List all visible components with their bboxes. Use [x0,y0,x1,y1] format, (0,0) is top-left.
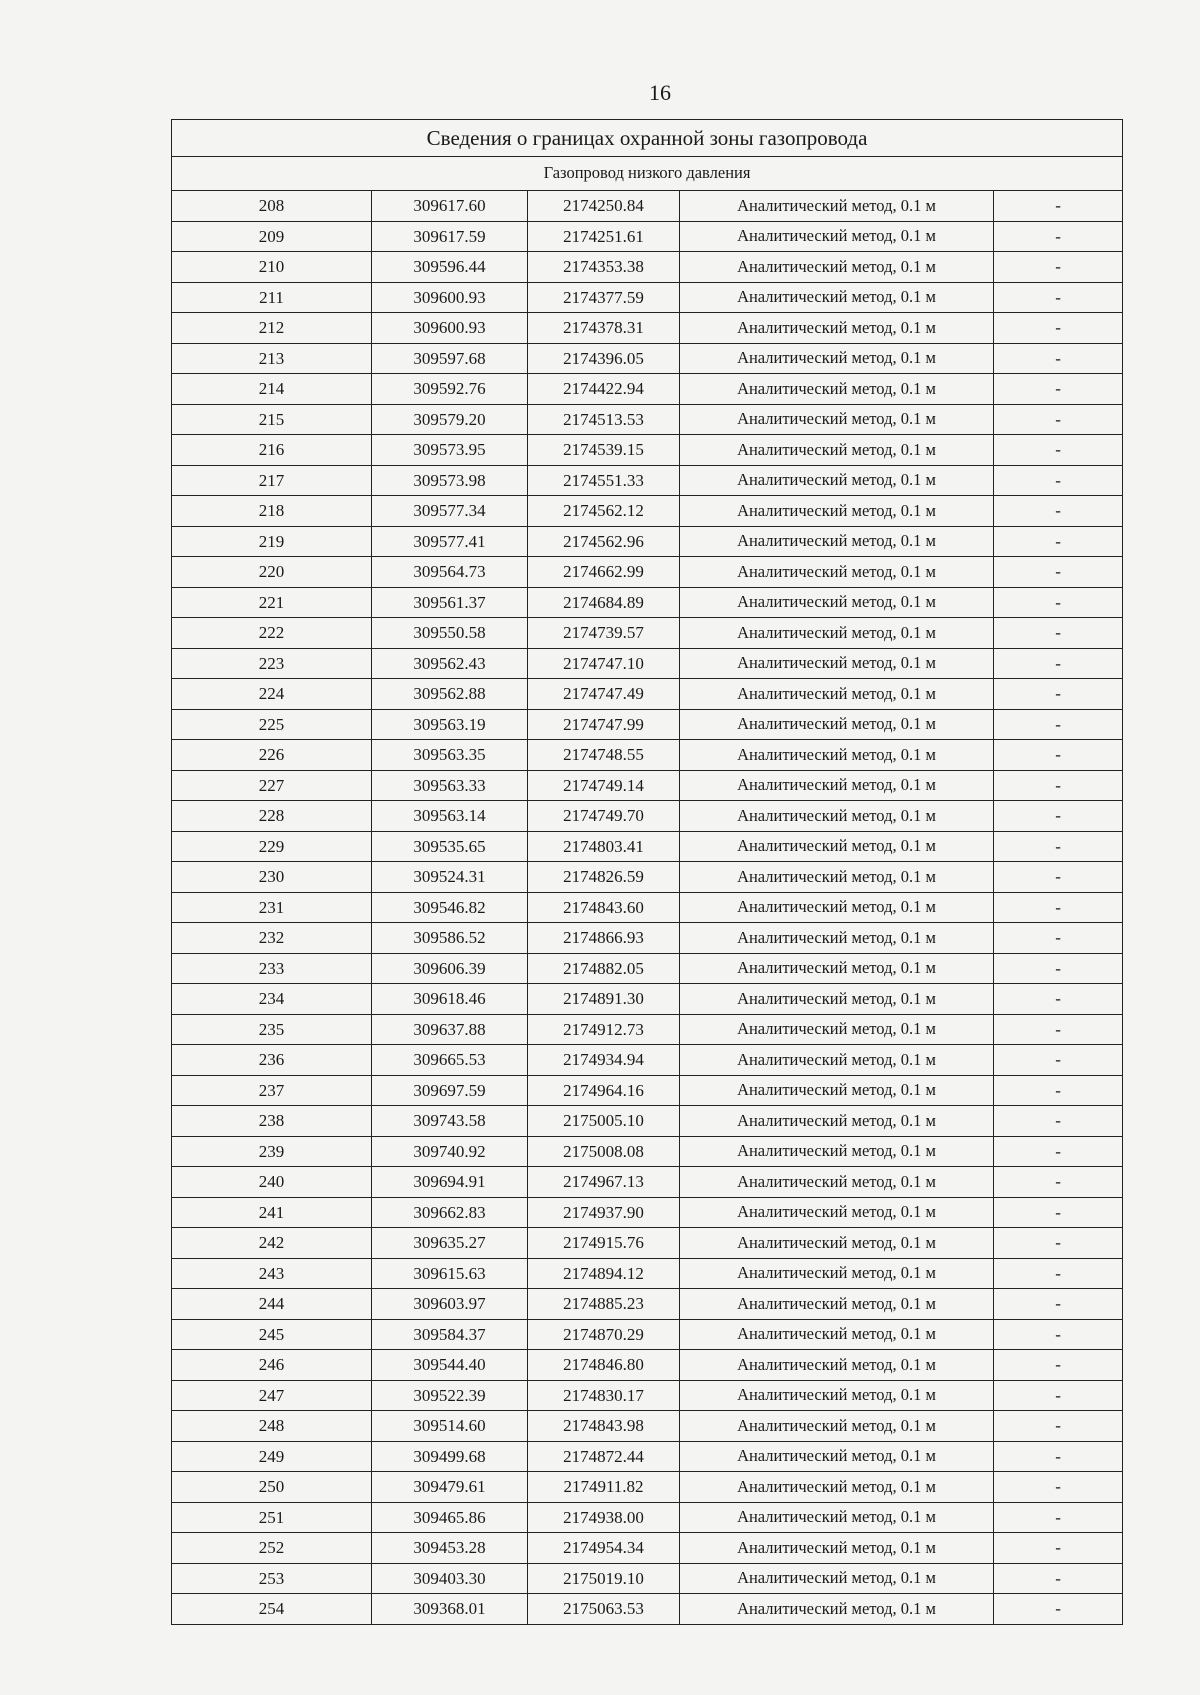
y-coordinate-cell: 2174954.34 [528,1533,680,1564]
x-coordinate-cell: 309694.91 [372,1167,528,1198]
point-number-cell: 218 [172,496,372,527]
protection-zone-table [171,119,1123,1625]
x-coordinate-cell: 309597.68 [372,343,528,374]
table-row [172,313,1123,344]
method-cell: Аналитический метод, 0.1 м [680,1319,994,1350]
y-coordinate-cell: 2174747.99 [528,709,680,740]
table-row [172,557,1123,588]
x-coordinate-cell: 309561.37 [372,587,528,618]
note-cell: - [994,618,1123,649]
y-coordinate-cell: 2174749.70 [528,801,680,832]
table-row [172,435,1123,466]
table-row [172,953,1123,984]
table-row [172,862,1123,893]
table-row [172,892,1123,923]
note-cell: - [994,1228,1123,1259]
method-cell: Аналитический метод, 0.1 м [680,679,994,710]
point-number-cell: 210 [172,252,372,283]
y-coordinate-cell: 2174378.31 [528,313,680,344]
table-title: Сведения о границах охранной зоны газопровода [172,120,1123,157]
note-cell: - [994,435,1123,466]
y-coordinate-cell: 2174912.73 [528,1014,680,1045]
page-number: 16 [649,80,671,105]
note-cell: - [994,1045,1123,1076]
point-number-cell: 223 [172,648,372,679]
y-coordinate-cell: 2174562.12 [528,496,680,527]
table-row [172,770,1123,801]
table-row [172,1319,1123,1350]
table-row [172,801,1123,832]
y-coordinate-cell: 2174422.94 [528,374,680,405]
table-row [172,191,1123,222]
point-number-cell: 220 [172,557,372,588]
y-coordinate-cell: 2174747.49 [528,679,680,710]
method-cell: Аналитический метод, 0.1 м [680,374,994,405]
point-number-cell: 243 [172,1258,372,1289]
x-coordinate-cell: 309563.33 [372,770,528,801]
y-coordinate-cell: 2174377.59 [528,282,680,313]
x-coordinate-cell: 309577.41 [372,526,528,557]
point-number-cell: 219 [172,526,372,557]
point-number-cell: 238 [172,1106,372,1137]
x-coordinate-cell: 309524.31 [372,862,528,893]
point-number-cell: 241 [172,1197,372,1228]
note-cell: - [994,1258,1123,1289]
x-coordinate-cell: 309562.88 [372,679,528,710]
y-coordinate-cell: 2174353.38 [528,252,680,283]
point-number-cell: 215 [172,404,372,435]
x-coordinate-cell: 309637.88 [372,1014,528,1045]
y-coordinate-cell: 2174911.82 [528,1472,680,1503]
y-coordinate-cell: 2174748.55 [528,740,680,771]
method-cell: Аналитический метод, 0.1 м [680,313,994,344]
point-number-cell: 208 [172,191,372,222]
method-cell: Аналитический метод, 0.1 м [680,648,994,679]
y-coordinate-cell: 2174684.89 [528,587,680,618]
x-coordinate-cell: 309563.35 [372,740,528,771]
point-number-cell: 227 [172,770,372,801]
table-row [172,740,1123,771]
x-coordinate-cell: 309592.76 [372,374,528,405]
x-coordinate-cell: 309562.43 [372,648,528,679]
point-number-cell: 216 [172,435,372,466]
method-cell: Аналитический метод, 0.1 м [680,1441,994,1472]
method-cell: Аналитический метод, 0.1 м [680,1502,994,1533]
method-cell: Аналитический метод, 0.1 м [680,618,994,649]
note-cell: - [994,343,1123,374]
x-coordinate-cell: 309535.65 [372,831,528,862]
table-row [172,1289,1123,1320]
y-coordinate-cell: 2175019.10 [528,1563,680,1594]
note-cell: - [994,496,1123,527]
point-number-cell: 242 [172,1228,372,1259]
y-coordinate-cell: 2174513.53 [528,404,680,435]
method-cell: Аналитический метод, 0.1 м [680,252,994,283]
table-row [172,1594,1123,1625]
table-row [172,404,1123,435]
y-coordinate-cell: 2174846.80 [528,1350,680,1381]
point-number-cell: 224 [172,679,372,710]
table-row [172,1045,1123,1076]
table-row [172,1350,1123,1381]
method-cell: Аналитический метод, 0.1 м [680,465,994,496]
note-cell: - [994,709,1123,740]
y-coordinate-cell: 2174739.57 [528,618,680,649]
y-coordinate-cell: 2174662.99 [528,557,680,588]
y-coordinate-cell: 2174250.84 [528,191,680,222]
x-coordinate-cell: 309600.93 [372,282,528,313]
table-subtitle-row [172,157,1123,191]
x-coordinate-cell: 309603.97 [372,1289,528,1320]
note-cell: - [994,526,1123,557]
table-row [172,587,1123,618]
method-cell: Аналитический метод, 0.1 м [680,862,994,893]
y-coordinate-cell: 2174830.17 [528,1380,680,1411]
x-coordinate-cell: 309403.30 [372,1563,528,1594]
x-coordinate-cell: 309563.14 [372,801,528,832]
method-cell: Аналитический метод, 0.1 м [680,191,994,222]
note-cell: - [994,1350,1123,1381]
point-number-cell: 246 [172,1350,372,1381]
method-cell: Аналитический метод, 0.1 м [680,1228,994,1259]
note-cell: - [994,1106,1123,1137]
table-row [172,1075,1123,1106]
point-number-cell: 254 [172,1594,372,1625]
table-subtitle: Газопровод низкого давления [172,157,1123,191]
method-cell: Аналитический метод, 0.1 м [680,1106,994,1137]
y-coordinate-cell: 2174870.29 [528,1319,680,1350]
table-row [172,221,1123,252]
point-number-cell: 236 [172,1045,372,1076]
point-number-cell: 229 [172,831,372,862]
y-coordinate-cell: 2175008.08 [528,1136,680,1167]
y-coordinate-cell: 2174891.30 [528,984,680,1015]
x-coordinate-cell: 309606.39 [372,953,528,984]
table-row [172,618,1123,649]
note-cell: - [994,1533,1123,1564]
y-coordinate-cell: 2174251.61 [528,221,680,252]
point-number-cell: 212 [172,313,372,344]
table-row [172,1533,1123,1564]
method-cell: Аналитический метод, 0.1 м [680,221,994,252]
table-row [172,1228,1123,1259]
point-number-cell: 230 [172,862,372,893]
x-coordinate-cell: 309546.82 [372,892,528,923]
note-cell: - [994,191,1123,222]
note-cell: - [994,465,1123,496]
method-cell: Аналитический метод, 0.1 м [680,404,994,435]
method-cell: Аналитический метод, 0.1 м [680,1197,994,1228]
y-coordinate-cell: 2174396.05 [528,343,680,374]
point-number-cell: 244 [172,1289,372,1320]
note-cell: - [994,1563,1123,1594]
x-coordinate-cell: 309600.93 [372,313,528,344]
y-coordinate-cell: 2174894.12 [528,1258,680,1289]
method-cell: Аналитический метод, 0.1 м [680,740,994,771]
method-cell: Аналитический метод, 0.1 м [680,526,994,557]
x-coordinate-cell: 309573.95 [372,435,528,466]
table-row [172,1136,1123,1167]
method-cell: Аналитический метод, 0.1 м [680,709,994,740]
table-row [172,282,1123,313]
note-cell: - [994,679,1123,710]
x-coordinate-cell: 309499.68 [372,1441,528,1472]
point-number-cell: 245 [172,1319,372,1350]
table-row [172,1502,1123,1533]
y-coordinate-cell: 2174803.41 [528,831,680,862]
x-coordinate-cell: 309635.27 [372,1228,528,1259]
note-cell: - [994,1502,1123,1533]
point-number-cell: 233 [172,953,372,984]
point-number-cell: 252 [172,1533,372,1564]
method-cell: Аналитический метод, 0.1 м [680,1014,994,1045]
x-coordinate-cell: 309743.58 [372,1106,528,1137]
method-cell: Аналитический метод, 0.1 м [680,343,994,374]
note-cell: - [994,1380,1123,1411]
y-coordinate-cell: 2174843.60 [528,892,680,923]
y-coordinate-cell: 2174562.96 [528,526,680,557]
method-cell: Аналитический метод, 0.1 м [680,892,994,923]
y-coordinate-cell: 2174938.00 [528,1502,680,1533]
note-cell: - [994,557,1123,588]
x-coordinate-cell: 309453.28 [372,1533,528,1564]
point-number-cell: 232 [172,923,372,954]
note-cell: - [994,740,1123,771]
table-row [172,1197,1123,1228]
point-number-cell: 211 [172,282,372,313]
method-cell: Аналитический метод, 0.1 м [680,1533,994,1564]
note-cell: - [994,831,1123,862]
x-coordinate-cell: 309564.73 [372,557,528,588]
method-cell: Аналитический метод, 0.1 м [680,282,994,313]
point-number-cell: 240 [172,1167,372,1198]
y-coordinate-cell: 2174749.14 [528,770,680,801]
table-row [172,709,1123,740]
note-cell: - [994,374,1123,405]
note-cell: - [994,923,1123,954]
y-coordinate-cell: 2174915.76 [528,1228,680,1259]
y-coordinate-cell: 2174539.15 [528,435,680,466]
table-row [172,343,1123,374]
point-number-cell: 228 [172,801,372,832]
method-cell: Аналитический метод, 0.1 м [680,923,994,954]
y-coordinate-cell: 2174872.44 [528,1441,680,1472]
y-coordinate-cell: 2174967.13 [528,1167,680,1198]
point-number-cell: 231 [172,892,372,923]
point-number-cell: 209 [172,221,372,252]
method-cell: Аналитический метод, 0.1 м [680,557,994,588]
table-row [172,923,1123,954]
note-cell: - [994,1594,1123,1625]
y-coordinate-cell: 2174551.33 [528,465,680,496]
x-coordinate-cell: 309586.52 [372,923,528,954]
note-cell: - [994,221,1123,252]
note-cell: - [994,953,1123,984]
x-coordinate-cell: 309617.59 [372,221,528,252]
table-row [172,984,1123,1015]
note-cell: - [994,282,1123,313]
note-cell: - [994,648,1123,679]
point-number-cell: 226 [172,740,372,771]
x-coordinate-cell: 309584.37 [372,1319,528,1350]
y-coordinate-cell: 2174826.59 [528,862,680,893]
table-row [172,1472,1123,1503]
y-coordinate-cell: 2174866.93 [528,923,680,954]
protection-zone-table-container [171,119,1122,1625]
x-coordinate-cell: 309573.98 [372,465,528,496]
method-cell: Аналитический метод, 0.1 м [680,831,994,862]
y-coordinate-cell: 2174937.90 [528,1197,680,1228]
note-cell: - [994,1197,1123,1228]
table-row [172,496,1123,527]
point-number-cell: 248 [172,1411,372,1442]
note-cell: - [994,1167,1123,1198]
point-number-cell: 253 [172,1563,372,1594]
x-coordinate-cell: 309596.44 [372,252,528,283]
y-coordinate-cell: 2175005.10 [528,1106,680,1137]
method-cell: Аналитический метод, 0.1 м [680,1258,994,1289]
x-coordinate-cell: 309577.34 [372,496,528,527]
point-number-cell: 217 [172,465,372,496]
table-row [172,831,1123,862]
x-coordinate-cell: 309665.53 [372,1045,528,1076]
x-coordinate-cell: 309697.59 [372,1075,528,1106]
note-cell: - [994,770,1123,801]
table-row [172,1106,1123,1137]
x-coordinate-cell: 309615.63 [372,1258,528,1289]
x-coordinate-cell: 309662.83 [372,1197,528,1228]
note-cell: - [994,1289,1123,1320]
method-cell: Аналитический метод, 0.1 м [680,1136,994,1167]
x-coordinate-cell: 309368.01 [372,1594,528,1625]
point-number-cell: 214 [172,374,372,405]
method-cell: Аналитический метод, 0.1 м [680,1411,994,1442]
method-cell: Аналитический метод, 0.1 м [680,1594,994,1625]
table-row [172,1441,1123,1472]
table-title-row [172,120,1123,157]
method-cell: Аналитический метод, 0.1 м [680,496,994,527]
point-number-cell: 222 [172,618,372,649]
note-cell: - [994,313,1123,344]
x-coordinate-cell: 309544.40 [372,1350,528,1381]
note-cell: - [994,587,1123,618]
point-number-cell: 225 [172,709,372,740]
note-cell: - [994,1075,1123,1106]
table-row [172,526,1123,557]
method-cell: Аналитический метод, 0.1 м [680,1075,994,1106]
y-coordinate-cell: 2174964.16 [528,1075,680,1106]
x-coordinate-cell: 309618.46 [372,984,528,1015]
note-cell: - [994,1441,1123,1472]
method-cell: Аналитический метод, 0.1 м [680,1167,994,1198]
table-row [172,679,1123,710]
point-number-cell: 247 [172,1380,372,1411]
point-number-cell: 237 [172,1075,372,1106]
method-cell: Аналитический метод, 0.1 м [680,435,994,466]
table-row [172,374,1123,405]
point-number-cell: 213 [172,343,372,374]
method-cell: Аналитический метод, 0.1 м [680,1350,994,1381]
x-coordinate-cell: 309617.60 [372,191,528,222]
y-coordinate-cell: 2174747.10 [528,648,680,679]
x-coordinate-cell: 309514.60 [372,1411,528,1442]
table-row [172,1563,1123,1594]
note-cell: - [994,1319,1123,1350]
table-row [172,252,1123,283]
table-row [172,1411,1123,1442]
x-coordinate-cell: 309522.39 [372,1380,528,1411]
point-number-cell: 249 [172,1441,372,1472]
note-cell: - [994,984,1123,1015]
note-cell: - [994,862,1123,893]
method-cell: Аналитический метод, 0.1 м [680,1045,994,1076]
y-coordinate-cell: 2174885.23 [528,1289,680,1320]
method-cell: Аналитический метод, 0.1 м [680,1563,994,1594]
table-row [172,1380,1123,1411]
method-cell: Аналитический метод, 0.1 м [680,1472,994,1503]
y-coordinate-cell: 2174934.94 [528,1045,680,1076]
point-number-cell: 251 [172,1502,372,1533]
point-number-cell: 234 [172,984,372,1015]
y-coordinate-cell: 2174882.05 [528,953,680,984]
method-cell: Аналитический метод, 0.1 м [680,984,994,1015]
note-cell: - [994,801,1123,832]
note-cell: - [994,892,1123,923]
x-coordinate-cell: 309550.58 [372,618,528,649]
note-cell: - [994,404,1123,435]
method-cell: Аналитический метод, 0.1 м [680,1289,994,1320]
x-coordinate-cell: 309740.92 [372,1136,528,1167]
table-row [172,1258,1123,1289]
table-row [172,465,1123,496]
x-coordinate-cell: 309479.61 [372,1472,528,1503]
point-number-cell: 250 [172,1472,372,1503]
table-row [172,1014,1123,1045]
point-number-cell: 239 [172,1136,372,1167]
method-cell: Аналитический метод, 0.1 м [680,770,994,801]
method-cell: Аналитический метод, 0.1 м [680,587,994,618]
x-coordinate-cell: 309465.86 [372,1502,528,1533]
x-coordinate-cell: 309579.20 [372,404,528,435]
table-row [172,1167,1123,1198]
table-row [172,648,1123,679]
x-coordinate-cell: 309563.19 [372,709,528,740]
table-body [172,120,1123,1625]
note-cell: - [994,1411,1123,1442]
method-cell: Аналитический метод, 0.1 м [680,1380,994,1411]
y-coordinate-cell: 2175063.53 [528,1594,680,1625]
method-cell: Аналитический метод, 0.1 м [680,801,994,832]
note-cell: - [994,1014,1123,1045]
point-number-cell: 235 [172,1014,372,1045]
note-cell: - [994,1136,1123,1167]
method-cell: Аналитический метод, 0.1 м [680,953,994,984]
note-cell: - [994,252,1123,283]
y-coordinate-cell: 2174843.98 [528,1411,680,1442]
point-number-cell: 221 [172,587,372,618]
note-cell: - [994,1472,1123,1503]
